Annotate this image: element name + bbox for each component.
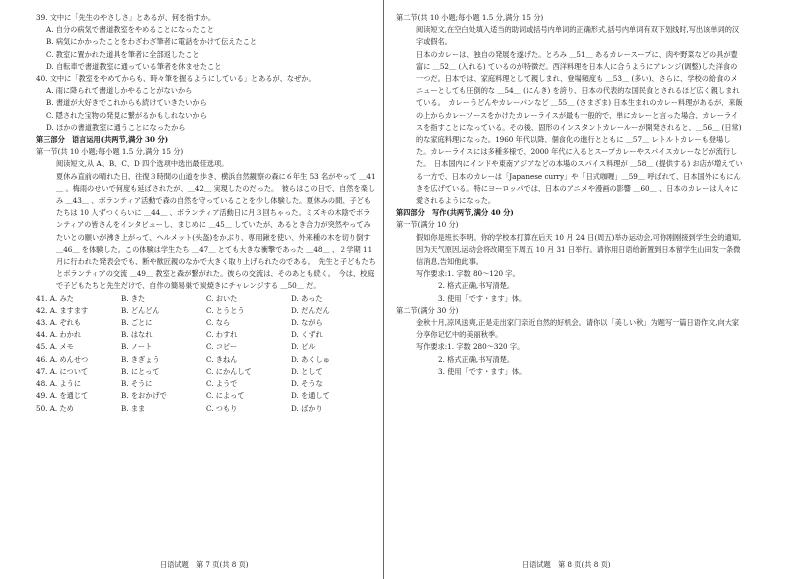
option-choice: D. を通して [291,391,330,401]
question-line: C. 隠された宝物の発見に繋がるかもしれないから [46,110,207,120]
option-choice: B. きた [121,293,146,303]
option-choice: C. コピー [206,342,238,352]
option-choice: C. なら [206,318,231,328]
option-row [36,366,376,378]
option-choice: 42. A. ますます [36,305,89,315]
option-row [36,329,376,341]
option-choice: 48. A. ように [36,379,82,389]
section-4-heading: 第四部分 写作(共两节,满分 40 分) [396,208,514,218]
writing-1-req-1: 写作要求:1. 字数 80～120 字。 [416,269,520,279]
option-choice: 44. A. わかれ [36,330,82,340]
option-row [36,341,376,353]
option-choice: B. きぎょう [121,354,160,364]
section-2-instructions: 阅读短文,在空白处填入适当的助词或括号内单词的正确形式,括号内单词有双下划线时,写出该单词的汉字或假名。 [416,25,740,47]
option-choice: D. ばかり [291,403,323,413]
passage-2: 日本のカレーは、独自の発展を遂げた。とろみ ＿51＿ あるカレースープに、肉や野菜などの具が豊富に ＿52＿ (入れる) ているのが特徴だ。西洋料理を日本人に合うようにアレンジ(调整)した洋食の一つだ。日本では、家庭料理として親しまれ、登場頻度も ＿53＿ (多い)、さらに、学校の給食のメニューとしても圧倒的な ＿54＿ (にんき) を誇り、日本の代表的な国民食とされるほど広く親しまれている。 カレーうどんやカレーパンなど ＿55＿ (さまざま) 日本生まれのカレー料理があるが、来飯の上からカレーソースをかけたカレーライスが最も一般的で、単にカレーと言った場合、カレーライスを指すことになっている。その後、固形のインスタントカレールーが開発されると、＿56＿ (日常)的な家庭料理になった。1960 年代以降、個食化の進行とともに ＿57＿ レトルトカレーも登場した。カレーライスには多種多様で、2000 年代に入るとスープカレーやスパイスカレーなどが流行した。 日本国内にインドや東南アジアなどの本場のスパイス料理が ＿58＿ (提供する) お店が増えている一方で、日本のカレーは「Japanese curry」や「日式咖喱」＿59＿ 呼ばれて、日本国外にもにんきを広げている。特にヨーロッパでは、日本のアニメや漫画の影響 ＿60＿ 、日本のカレーは人々に愛されるようになった。 [416,49,743,206]
writing-1-heading: 第一节(满分 10 分) [396,220,459,230]
option-choice: 41. A. みた [36,293,74,303]
option-choice: 49. A. を通じて [36,391,89,401]
question-line: B. 病気にかかったことをわざわざ筆者に電話をかけて伝えたこと [46,37,258,47]
option-choice: C. によって [206,391,245,401]
writing-2-req-1: 写作要求:1. 字数 280～320 字。 [416,342,525,352]
option-choice: C. わすれ [206,330,238,340]
passage-1: 夏休み直前の晴れた日、往復３時間の山道を歩き、横浜自然観察の森に６年生 53 名がやって ＿41＿ 。梅雨のせいで何度も延ばされたが、＿42＿ 実現したのだった。 彼らはこの日で、自然を楽しみ ＿43＿ 、ボランティア活動で森の自然を守っていることを少し体験した。夏休みの間、子どもたちは 10 人ずつくらいに ＿44＿ 、ボランティア活動日に月３回ちゃった。ミズキの木陰でボランティアの皆さんをインタビューし、まじめに ＿45＿ していたが、あるとき合力が突然やってみたいとの願いが沸き上がって、ヘルメット(头盔)をかぶり、専用鍬を使い、外来種の木を切り倒す ＿46＿ を体験した。この体験は学生たち ＿47＿ とても大きな衝撃であった ＿48＿ 、２学期 11 月に行われた発表会でも、断や歓匠親のなかで大きく取り上げられたのである。 先生と子どもたちとボランティアの交流 ＿49＿ 教室と森が繋がれた。彼らの交流は、そのあとも続く。 今は、校庭で子どもたちと先生だけで、自作の簡易巣で炭焼きにチャレンジする ＿50＿ だ。 [56,171,376,291]
question-line: C. 教室に置かれた道具を筆者に全部返したこと [46,49,200,59]
option-choice: B. はなれ [121,330,153,340]
writing-1-body: 假如你是班长李明。你的学校本打算在后天 10 月 24 日(周五)举办运动会,可你刚刚接到学生会的通知,因为天气原因,运动会将改期至下周五 10 月 31 日举行。请你用日语给新置到日本留学生山田发一条微信消息,告知他此事。 [416,232,742,267]
option-choice: B. ごとに [121,318,153,328]
option-choice: D. ビル [291,342,316,352]
option-choice: C. きねん [206,354,238,364]
writing-2-heading: 第二节(满分 30 分) [396,305,459,315]
option-choice: D. だんだん [291,305,330,315]
option-choice: B. をおかげで [121,391,167,401]
option-choice: 47. A. について [36,366,89,376]
question-line: D. 自転車で書道教室に通っている筆者を休ませたこと [46,61,222,71]
question-line: 第一节(共 10 小题;每小题 1.5 分,满分 15 分) [36,147,184,157]
option-row [36,317,376,329]
right-page-footer: 日语试题 第 8 页(共 8 页) [522,560,611,569]
option-choice: C. おいた [206,293,238,303]
option-choice: D. あくしゅ [291,354,330,364]
option-choice: 50. A. ため [36,403,74,413]
section-2-heading: 第二节(共 10 小题;每小题 1.5 分,满分 15 分) [396,13,544,22]
right-page [396,12,744,378]
options-grid [36,293,376,415]
writing-2-req-3: 3. 使用「です・ます」体。 [438,366,527,376]
writing-2-req-2: 2. 格式正确,书写清楚。 [438,354,515,364]
question-line: D. ほかの書道教室に通うことになったから [46,122,186,132]
option-choice: C. つもり [206,403,238,413]
option-row [36,378,376,390]
option-choice: D. あった [291,293,323,303]
option-choice: B. にとって [121,366,160,376]
option-choice: D. ながら [291,318,323,328]
writing-1-req-3: 3. 使用「です・ます」体。 [438,293,527,303]
option-choice: D. として [291,366,323,376]
option-choice: B. ノート [121,342,153,352]
option-choice: D. くずれ [291,330,323,340]
option-choice: B. そうに [121,379,153,389]
option-choice: D. そうな [291,379,323,389]
question-line: 39. 文中に「先生のやさしさ」とあるが、何を指すか。 [36,13,216,22]
option-choice: C. とうとう [206,305,245,315]
left-page-footer: 日语试题 第 7 页(共 8 页) [160,560,249,569]
question-line: A. 雨に降られて書道しかやることがないから [46,86,193,96]
option-choice: B. まま [121,403,146,413]
option-choice: B. どんどん [121,305,160,315]
writing-1-req-2: 2. 格式正确,书写清楚。 [438,281,515,291]
left-question-lines [36,12,376,171]
option-row [36,403,376,415]
option-choice: 45. A. メモ [36,342,74,352]
option-choice: C. にかんして [206,366,252,376]
writing-2-body: 金秋十月,凉风送爽,正是走出家门亲近自然的好机会。请你以「美しい秋」为题写一篇日语作文,向大家分享你记忆中的美丽秋季。 [416,318,740,340]
left-page [36,12,376,415]
option-choice: C. ようで [206,379,238,389]
question-line: 阅读短文,从 A、B、C、D 四个选项中选出最佳选项。 [56,159,229,169]
question-line: 第三部分 语言运用(共两节,满分 30 分) [36,135,169,145]
option-choice: 43. A. ぞれも [36,318,82,328]
option-row [36,354,376,366]
question-line: A. 自分の病気で書道教室をやめることになったこと [46,25,214,35]
option-choice: 46. A. めんせつ [36,354,89,364]
option-row [36,390,376,402]
page-divider [383,0,384,579]
option-row [36,293,376,305]
question-line: B. 書道が大好きでこれからも続けていきたいから [46,98,207,108]
question-line: 40. 文中に「教室をやめてからも、時々筆を握るようにしている」とあるが、なぜか。 [36,74,316,84]
option-row [36,305,376,317]
